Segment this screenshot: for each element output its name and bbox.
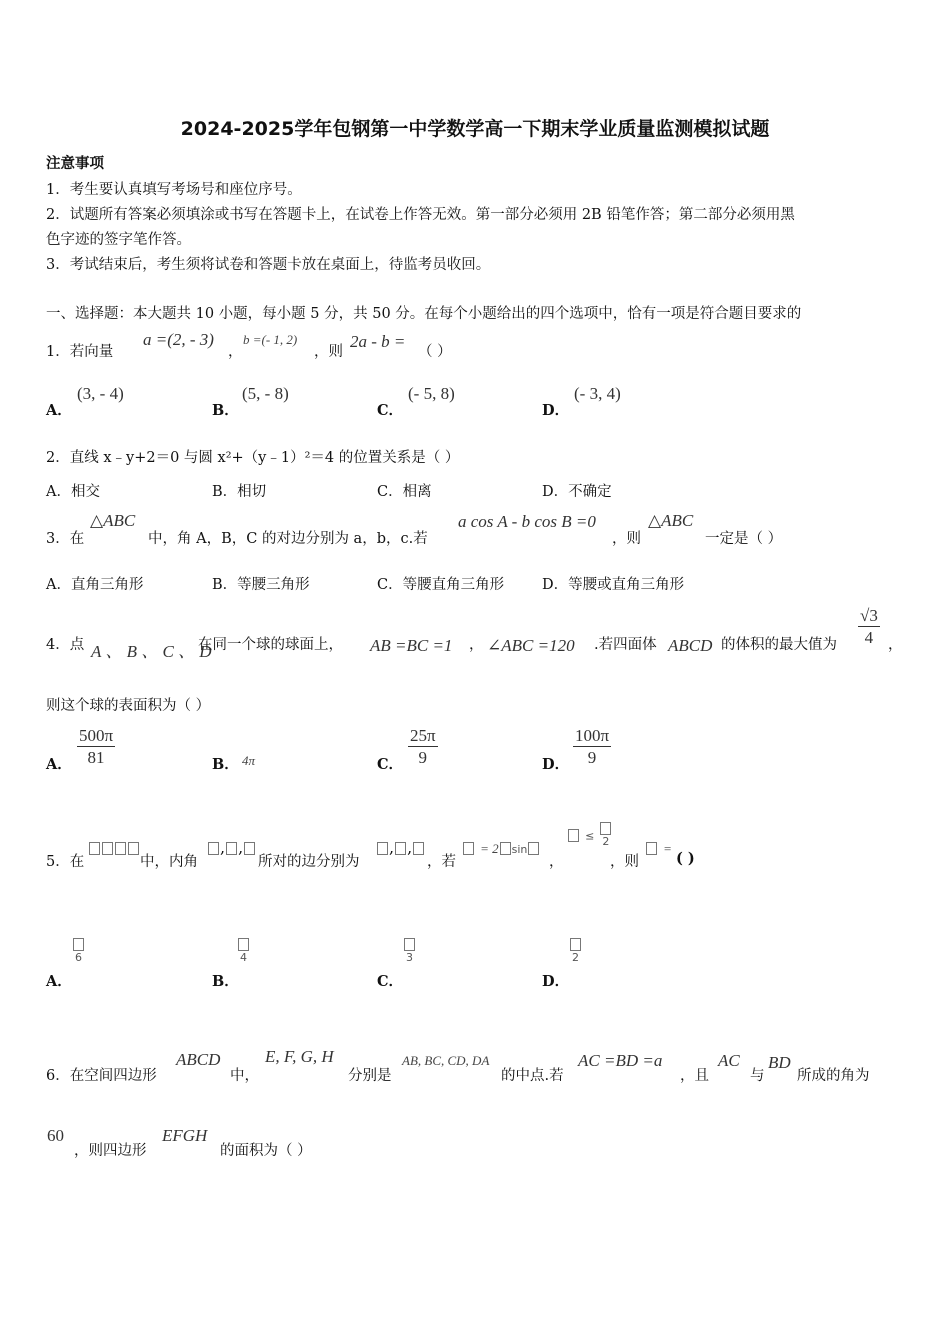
q3-stem: 3．在 <box>46 531 85 547</box>
q4-option-c <box>408 726 438 769</box>
q6-stem: 6．在空间四边形 <box>46 1068 157 1084</box>
q6-text-7: ，则四边形 <box>74 1143 147 1159</box>
q6-efgh: EFGH <box>162 1126 208 1145</box>
q4-option-c-label: C． <box>377 756 404 773</box>
q6-bd: BD <box>768 1053 791 1072</box>
q5-eq: = 2 <box>480 841 499 856</box>
q5-text-2: 所对的边分别为 <box>258 854 360 870</box>
q1-option-b-label: B． <box>212 402 239 419</box>
q6-text-8: 的面积为（ ） <box>220 1143 312 1159</box>
q5-option-a-den: 6 <box>75 951 82 964</box>
q3-option-a: A．直角三角形 <box>46 577 144 593</box>
q4-option-d-numerator: 100π <box>575 726 610 745</box>
q4-option-d <box>573 726 611 769</box>
q3-option-b: B．等腰三角形 <box>212 577 310 593</box>
q4-points: A 、 B 、 C 、 D <box>91 642 212 661</box>
q4-option-c-denominator: 9 <box>418 748 428 767</box>
q6-text-3: 的中点.若 <box>501 1068 564 1084</box>
q1-option-c-label: C． <box>377 402 404 419</box>
q1-expression: 2a - b = <box>350 332 406 351</box>
q3-then: ，则 <box>612 531 641 547</box>
q5-option-b-den: 4 <box>240 951 247 964</box>
q1-option-d: (- 3, 4) <box>574 384 621 403</box>
q6-angle: 60 <box>47 1126 64 1145</box>
page-title: 2024-2025学年包钢第一中学数学高一下期末学业质量监测模拟试题 <box>180 118 770 140</box>
q5-paren: ( ) <box>676 850 695 867</box>
q1-option-b: (5, - 8) <box>242 384 289 403</box>
notice-heading: 注意事项 <box>46 155 104 172</box>
q4-solid: ABCD <box>668 636 713 655</box>
q1-paren: （ ） <box>418 344 452 360</box>
q4-option-a <box>77 726 115 769</box>
q5-option-a-label: A． <box>46 973 72 990</box>
q4-text-2: .若四面体 <box>594 637 657 653</box>
q4-text-3: 的体积的最大值为 <box>721 637 837 653</box>
q5-le: ≤ <box>585 829 595 843</box>
q5-text-3: ，若 <box>427 854 456 870</box>
q1-stem: 1．若向量 <box>46 344 114 360</box>
q5-text-1: 中，内角 <box>140 854 198 870</box>
q4-option-c-numerator: 25π <box>410 726 436 745</box>
q6-text-1: 中， <box>230 1068 259 1084</box>
q6-text-5: 与 <box>750 1068 765 1084</box>
q3-triangle-2: △ABC <box>648 511 694 530</box>
notice-item-3: 3．考试结束后，考生须将试卷和答题卡放在桌面上，待监考员收回。 <box>46 257 491 273</box>
q5-option-d-den: 2 <box>572 951 579 964</box>
q5-inequality <box>567 822 612 848</box>
q2-option-d: D．不确定 <box>542 484 612 500</box>
q1-option-d-label: D． <box>542 402 570 419</box>
q4-cond-1: AB =BC =1 <box>370 636 453 655</box>
q5-option-c-den: 3 <box>406 951 413 964</box>
q4-text-1: 在同一个球的球面上， <box>198 637 343 653</box>
q4-option-a-label: A． <box>46 756 72 773</box>
notice-item-1: 1．考生要认真填写考场号和座位序号。 <box>46 182 302 198</box>
q1-vector-a: a =(2, - 3) <box>143 330 214 349</box>
q5-missing-glyphs-2: , , <box>207 838 256 857</box>
q4-option-d-denominator: 9 <box>587 748 597 767</box>
q3-condition: a cos A - b cos B =0 <box>458 512 596 531</box>
q6-text-6: 所成的角为 <box>797 1068 870 1084</box>
q4-option-b-label: B． <box>212 756 239 773</box>
q6-text-2: 分别是 <box>348 1068 392 1084</box>
q4-volume-denominator: 4 <box>864 628 874 647</box>
q4-volume-numerator: √3 <box>860 606 878 625</box>
q5-answer-var <box>645 838 672 857</box>
q5-option-b <box>237 938 250 964</box>
notice-item-2b: 色字迹的签字笔作答。 <box>46 232 191 248</box>
q3-option-c: C．等腰直角三角形 <box>377 577 505 593</box>
q1-then: ，则 <box>314 344 343 360</box>
section-heading: 一、选择题：本大题共 10 小题，每小题 5 分，共 50 分。在每个小题给出的四个选项中，恰有一项是符合题目要求的 <box>46 306 802 322</box>
q4-option-a-denominator: 81 <box>87 748 105 767</box>
q5-text-4: ，则 <box>610 854 639 870</box>
q5-option-c <box>403 938 416 964</box>
q5-option-d-label: D． <box>542 973 570 990</box>
q4-option-d-label: D． <box>542 756 570 773</box>
q3-option-d: D．等腰或直角三角形 <box>542 577 685 593</box>
q4-cond-2: ∠ABC =120 <box>487 636 575 655</box>
q1-option-c: (- 5, 8) <box>408 384 455 403</box>
q6-edges: AB, BC, CD, DA <box>402 1053 490 1068</box>
q4-option-b: 4π <box>242 753 256 768</box>
q5-missing-glyphs-1 <box>88 838 140 857</box>
q5-stem: 5．在 <box>46 854 85 870</box>
q5-missing-glyphs-3: , , <box>376 838 425 857</box>
q3-triangle: △ABC <box>90 511 136 530</box>
q6-text-4: ，且 <box>680 1068 709 1084</box>
q5-option-a <box>72 938 85 964</box>
q6-points: E, F, G, H <box>265 1047 334 1066</box>
q6-quad: ABCD <box>176 1050 221 1069</box>
q6-condition: AC =BD =a <box>578 1051 663 1070</box>
q4-stem: 4．点 <box>46 637 85 653</box>
q1-vector-b: b =(- 1, 2) <box>243 332 298 347</box>
q4-option-a-numerator: 500π <box>79 726 114 745</box>
q6-ac: AC <box>718 1051 740 1070</box>
q5-eq2: = <box>663 841 672 856</box>
q2-option-a: A．相交 <box>46 484 100 500</box>
q1-option-a-label: A． <box>46 402 72 419</box>
q5-condition <box>462 838 540 857</box>
q4-volume-fraction <box>858 606 880 649</box>
q5-le-denominator: 2 <box>602 835 610 848</box>
q3-end: 一定是（ ） <box>705 531 783 547</box>
q1-option-a: (3, - 4) <box>77 384 124 403</box>
notice-item-2a: 2．试题所有答案必须填涂或书写在答题卡上，在试卷上作答无效。第一部分必须用 2B 铅笔作答；第二部分必须用黑 <box>46 207 795 223</box>
q5-sin: sin <box>511 843 528 856</box>
q2-option-c: C．相离 <box>377 484 432 500</box>
q5-option-d <box>569 938 582 964</box>
q3-mid: 中，角 A，B，C 的对边分别为 a，b，c.若 <box>148 531 428 547</box>
q5-option-b-label: B． <box>212 973 239 990</box>
q2-option-b: B．相切 <box>212 484 267 500</box>
q5-option-c-label: C． <box>377 973 404 990</box>
q2-stem: 2．直线 x﹣y+2＝0 与圆 x²+（y﹣1）²＝4 的位置关系是（ ） <box>46 450 460 466</box>
q4-line-2: 则这个球的表面积为（ ） <box>46 698 211 714</box>
